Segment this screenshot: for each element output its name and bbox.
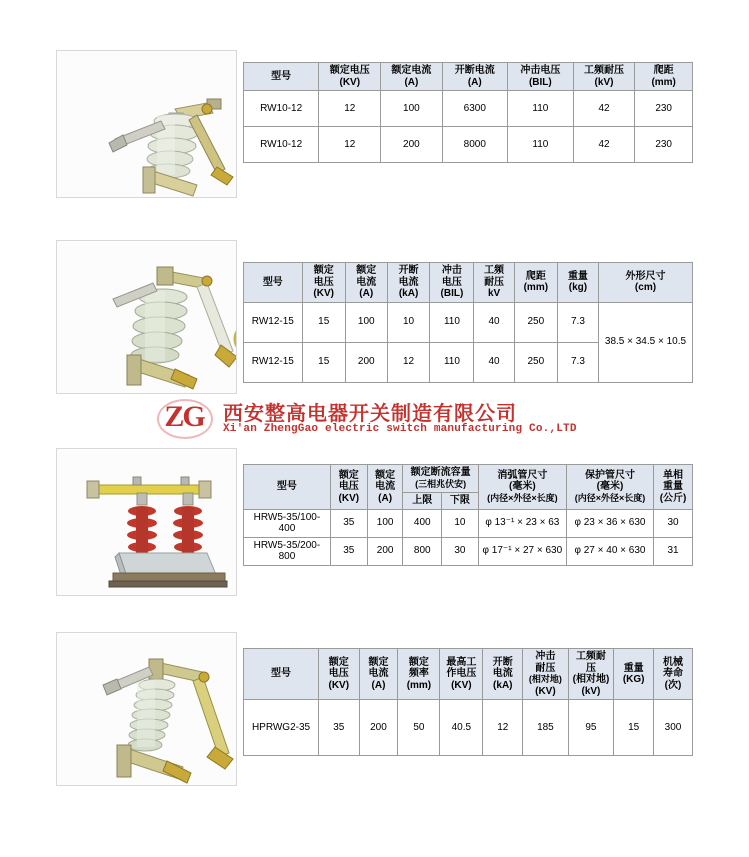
col-rated-voltage: 额定 电压 (KV) — [319, 649, 359, 700]
cell-model: RW10-12 — [244, 91, 319, 127]
cell-impulse-voltage: 110 — [430, 342, 474, 382]
cell-rated-voltage: 35 — [330, 537, 367, 565]
photo-hrw5-35-fuse-cutout — [56, 448, 237, 596]
cell-rated-current: 100 — [381, 91, 442, 127]
cell-model: HRW5-35/200-800 — [244, 537, 331, 565]
cell-rated-current: 100 — [345, 302, 387, 342]
cell-rated-current: 200 — [367, 537, 403, 565]
company-name-en: Xi'an ZhengGao electric switch manufacturing Co.,LTD — [223, 423, 577, 435]
cell-max-working-voltage: 40.5 — [440, 700, 483, 756]
cell-single-phase-weight: 30 — [654, 509, 693, 537]
col-single-phase-weight: 单相 重量 (公斤) — [654, 465, 693, 510]
cell-impulse-voltage: 110 — [430, 302, 474, 342]
cell-power-frequency-withstand: 42 — [573, 91, 635, 127]
table-hrw5-35 — [243, 464, 693, 566]
cell-power-frequency-withstand: 40 — [474, 342, 514, 382]
cell-rated-current: 200 — [345, 342, 387, 382]
cell-protect-tube-size: φ 23 × 36 × 630 — [566, 509, 653, 537]
cell-arc-tube-size: φ 17⁻¹ × 27 × 630 — [478, 537, 566, 565]
col-breaking-current: 开断 电流 (kA) — [387, 263, 430, 303]
logo-text: ZG — [164, 400, 204, 433]
cell-rated-voltage: 15 — [302, 302, 345, 342]
cell-creepage: 250 — [514, 342, 557, 382]
table-row — [244, 509, 693, 537]
col-breaking-current: 开断 电流 (kA) — [483, 649, 523, 700]
table-row — [244, 91, 693, 127]
cell-rated-frequency: 50 — [398, 700, 440, 756]
table-row — [244, 127, 693, 163]
cell-creepage: 250 — [514, 302, 557, 342]
col-breaking-current: 开断电流 (A) — [442, 63, 508, 91]
col-rated-current: 额定 电流 (A) — [345, 263, 387, 303]
company-name-cn: 西安整高电器开关制造有限公司 — [223, 403, 517, 425]
cell-single-phase-weight: 31 — [654, 537, 693, 565]
photo-hprwg2-35-drop-out-fuse — [56, 632, 237, 786]
cell-model: HRW5-35/100-400 — [244, 509, 331, 537]
col-rated-voltage: 额定 电压 (KV) — [330, 465, 367, 510]
cell-dimensions: 38.5 × 34.5 × 10.5 — [598, 302, 692, 382]
col-impulse-withstand: 冲击 耐压 (相对地) (KV) — [523, 649, 568, 700]
cell-power-frequency-withstand: 42 — [573, 127, 635, 163]
cell-power-frequency-withstand: 40 — [474, 302, 514, 342]
col-upper-limit: 上限 — [403, 493, 442, 510]
col-power-frequency-withstand: 工频耐压 (相对地) (kV) — [568, 649, 614, 700]
table-hprwg2-35 — [243, 648, 693, 756]
company-watermark — [155, 397, 675, 443]
col-lower-limit: 下限 — [441, 493, 478, 510]
col-power-frequency-withstand: 工频耐压 (kV) — [573, 63, 635, 91]
cell-rated-current: 100 — [367, 509, 403, 537]
cell-breaking-current: 8000 — [442, 127, 508, 163]
cell-weight: 15 — [614, 700, 654, 756]
cell-breaking-current: 12 — [483, 700, 523, 756]
col-model: 型号 — [244, 63, 319, 91]
col-model: 型号 — [244, 263, 303, 303]
table-rw12-15 — [243, 262, 693, 383]
cell-upper-limit: 400 — [403, 509, 442, 537]
cell-arc-tube-size: φ 13⁻¹ × 23 × 63 — [478, 509, 566, 537]
table-rw10-12 — [243, 62, 693, 163]
col-impulse-voltage: 冲击电压 (BIL) — [508, 63, 574, 91]
cell-model: RW12-15 — [244, 342, 303, 382]
col-creepage: 爬距 (mm) — [635, 63, 693, 91]
cell-power-frequency-withstand: 95 — [568, 700, 614, 756]
cell-impulse-withstand: 185 — [523, 700, 568, 756]
cell-lower-limit: 30 — [441, 537, 478, 565]
col-model: 型号 — [244, 649, 319, 700]
cell-protect-tube-size: φ 27 × 40 × 630 — [566, 537, 653, 565]
col-weight: 重量 (KG) — [614, 649, 654, 700]
table-row — [244, 302, 693, 342]
table-header-row — [244, 263, 693, 303]
cell-model: HPRWG2-35 — [244, 700, 319, 756]
table-row — [244, 700, 693, 756]
cell-upper-limit: 800 — [403, 537, 442, 565]
photo-rw10-12-drop-out-fuse — [56, 50, 237, 198]
cell-rated-current: 200 — [381, 127, 442, 163]
cell-rated-voltage: 15 — [302, 342, 345, 382]
cell-weight: 7.3 — [557, 302, 598, 342]
cell-rated-voltage: 12 — [319, 127, 381, 163]
cell-rated-voltage: 35 — [330, 509, 367, 537]
col-weight: 重量 (kg) — [557, 263, 598, 303]
cell-breaking-current: 6300 — [442, 91, 508, 127]
cell-lower-limit: 10 — [441, 509, 478, 537]
col-rated-current: 额定 电流 (A) — [359, 649, 398, 700]
table-header-row — [244, 465, 693, 493]
cell-breaking-current: 12 — [387, 342, 430, 382]
col-power-frequency-withstand: 工频 耐压 kV — [474, 263, 514, 303]
col-impulse-voltage: 冲击 电压 (BIL) — [430, 263, 474, 303]
cell-impulse-voltage: 110 — [508, 91, 574, 127]
cell-model: RW10-12 — [244, 127, 319, 163]
col-model: 型号 — [244, 465, 331, 510]
col-max-working-voltage: 最高工 作电压 (KV) — [440, 649, 483, 700]
zg-logo-icon — [155, 397, 213, 439]
col-mechanical-life: 机械 寿命 (次) — [654, 649, 693, 700]
table-header-row — [244, 649, 693, 700]
col-rated-current: 额定电流 (A) — [381, 63, 442, 91]
col-rated-voltage: 额定电压 (KV) — [319, 63, 381, 91]
cell-creepage: 230 — [635, 127, 693, 163]
col-creepage: 爬距 (mm) — [514, 263, 557, 303]
col-rated-frequency: 额定 频率 (mm) — [398, 649, 440, 700]
cell-impulse-voltage: 110 — [508, 127, 574, 163]
cell-model: RW12-15 — [244, 302, 303, 342]
cell-rated-voltage: 12 — [319, 91, 381, 127]
col-arc-tube-size: 消弧管尺寸 (毫米) (内径×外径×长度) — [478, 465, 566, 510]
cell-rated-voltage: 35 — [319, 700, 359, 756]
col-rated-voltage: 额定 电压 (KV) — [302, 263, 345, 303]
cell-rated-current: 200 — [359, 700, 398, 756]
cell-creepage: 230 — [635, 91, 693, 127]
col-breaking-capacity: 额定断流容量 (三相兆伏安) — [403, 465, 478, 493]
col-rated-current: 额定 电流 (A) — [367, 465, 403, 510]
cell-breaking-current: 10 — [387, 302, 430, 342]
cell-weight: 7.3 — [557, 342, 598, 382]
table-header-row — [244, 63, 693, 91]
col-dimensions: 外形尺寸 (cm) — [598, 263, 692, 303]
photo-rw12-15-drop-out-fuse — [56, 240, 237, 394]
table-row — [244, 537, 693, 565]
col-protect-tube-size: 保护管尺寸 (毫米) (内径×外径×长度) — [566, 465, 653, 510]
cell-mechanical-life: 300 — [654, 700, 693, 756]
